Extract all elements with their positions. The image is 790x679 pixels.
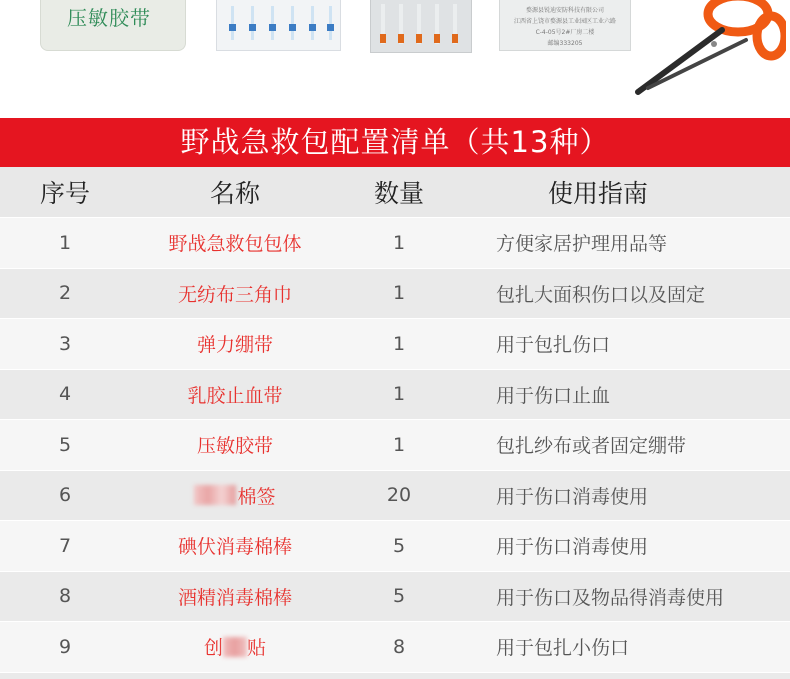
- row-no: 8: [58, 585, 72, 608]
- row-no: 7: [58, 534, 72, 557]
- label-line: C-4-05号2#厂房二楼: [535, 29, 595, 36]
- scissors-photo: [626, 0, 786, 100]
- row-qty: 1: [392, 282, 406, 305]
- table-row: [0, 521, 790, 572]
- header-no: 序号: [39, 179, 90, 208]
- row-name-cell: [130, 622, 340, 672]
- adhesive-tape-photo: [40, 0, 186, 51]
- row-name: 压敏胶带: [196, 435, 273, 458]
- iodine-swab-pack-photo: [370, 0, 472, 53]
- row-qty: 5: [392, 585, 406, 608]
- row-name: 棉签: [237, 485, 276, 508]
- row-use: 方便家居护理用品等: [496, 233, 668, 256]
- row-qty: 1: [392, 433, 406, 456]
- row-use: 用于伤口及物品得消毒使用: [496, 586, 725, 609]
- row-qty: 1: [392, 231, 406, 254]
- swab-orange: [435, 4, 439, 44]
- row-no: 1: [58, 231, 72, 254]
- product-photo-strip: [0, 0, 790, 118]
- label-line: 婺源县锐迪安防科技有限公司: [525, 7, 604, 14]
- swab-orange: [453, 4, 457, 44]
- swab-blue: [251, 6, 254, 40]
- swab-orange: [381, 4, 385, 44]
- swab-blue: [291, 6, 294, 40]
- row-qty: 1: [392, 383, 406, 406]
- row-name: 碘伏消毒棉棒: [177, 536, 292, 559]
- row-name: 弹力绷带: [196, 334, 273, 357]
- row-no: 6: [58, 484, 72, 507]
- row-name-cell: [130, 471, 340, 521]
- row-use: 包扎纱布或者固定绷带: [496, 435, 687, 458]
- row-no: 9: [58, 635, 72, 658]
- swab-pack-photo: [216, 0, 341, 51]
- page-title: 野战急救包配置清单（共13种）: [0, 118, 790, 167]
- table-row-partial: [0, 673, 790, 679]
- row-use: 用于伤口消毒使用: [496, 536, 649, 559]
- row-no: 4: [58, 383, 72, 406]
- manufacturer-label-photo: [499, 0, 631, 51]
- row-use: 用于伤口消毒使用: [496, 485, 649, 508]
- header-name: 名称: [209, 179, 260, 208]
- swab-blue: [271, 6, 274, 40]
- row-qty: 8: [392, 635, 406, 658]
- row-no: 2: [58, 282, 72, 305]
- table-row: [0, 420, 790, 471]
- row-qty: 20: [386, 484, 412, 507]
- swab-blue: [311, 6, 314, 40]
- swab-blue: [231, 6, 234, 40]
- row-qty: 5: [392, 534, 406, 557]
- table-header-row: [0, 167, 790, 218]
- header-use: 使用指南: [547, 179, 648, 208]
- row-no: 3: [58, 332, 72, 355]
- kit-contents-table: [0, 167, 790, 679]
- row-name: 野战急救包包体: [168, 233, 302, 256]
- row-use: 用于包扎小伤口: [496, 637, 630, 660]
- row-name: 无纺布三角巾: [177, 283, 292, 306]
- table-row: [0, 471, 790, 522]
- swab-orange: [417, 4, 421, 44]
- row-qty: 1: [392, 332, 406, 355]
- table-row: [0, 218, 790, 269]
- blurred-text: [194, 485, 236, 505]
- table-row: [0, 370, 790, 421]
- row-no: 5: [58, 433, 72, 456]
- blurred-text: [223, 637, 247, 657]
- row-use: 用于包扎伤口: [496, 334, 611, 357]
- swab-blue: [329, 6, 332, 40]
- label-line: 邮编333205: [547, 40, 583, 47]
- row-name: 酒精消毒棉棒: [177, 586, 292, 609]
- tape-label: 压敏胶带: [67, 6, 151, 30]
- header-qty: 数量: [373, 179, 424, 208]
- row-use: 用于伤口止血: [496, 384, 611, 407]
- row-name: 乳胶止血带: [187, 384, 283, 407]
- swab-orange: [399, 4, 403, 44]
- label-line: 江西省上饶市婺源县工业园区工业六路: [513, 18, 616, 25]
- table-row: [0, 269, 790, 320]
- row-use: 包扎大面积伤口以及固定: [496, 283, 706, 306]
- row-name-prefix: 创: [203, 637, 223, 660]
- table-row: [0, 622, 790, 673]
- table-row: [0, 572, 790, 623]
- row-name-suffix: 贴: [247, 637, 267, 660]
- table-row: [0, 319, 790, 370]
